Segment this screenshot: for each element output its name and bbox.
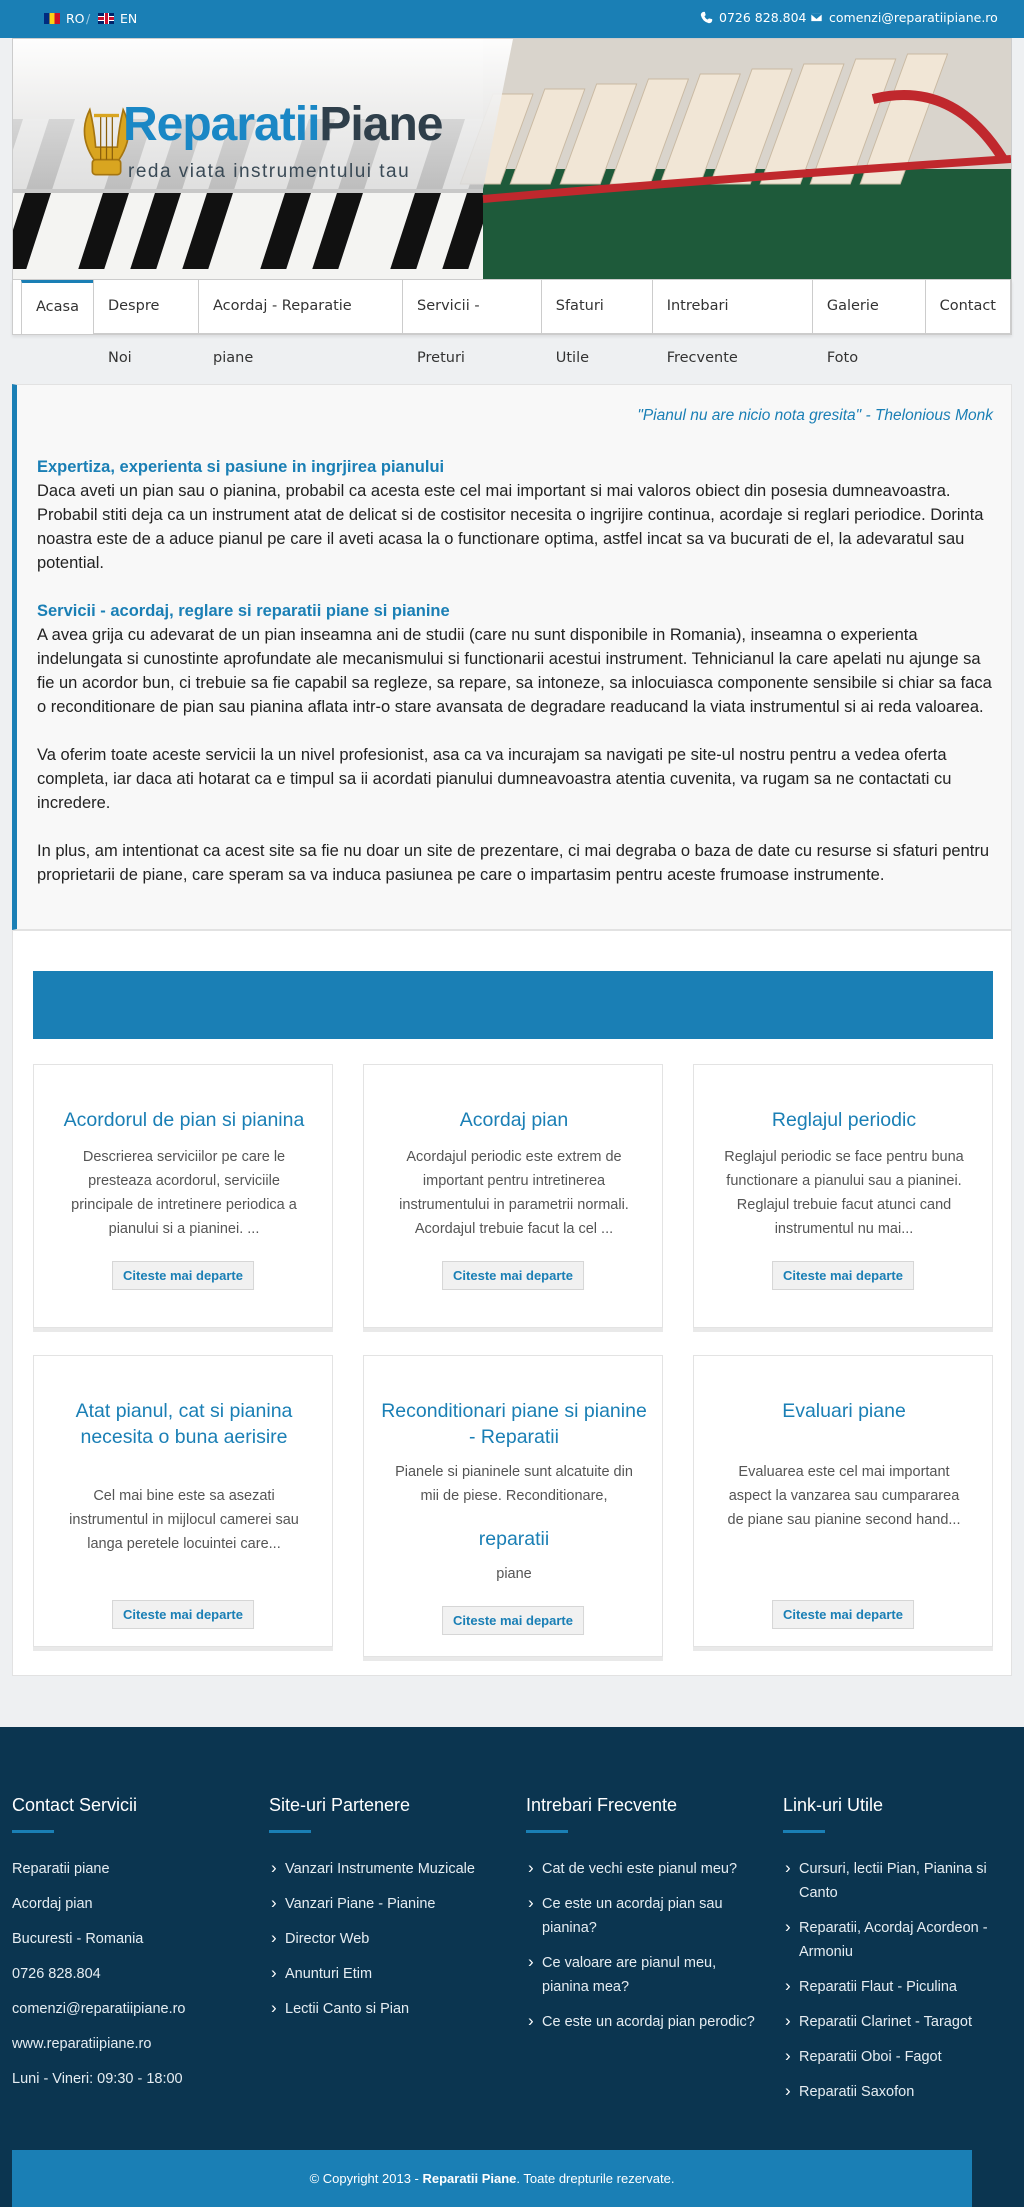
read-more-button[interactable]: Citeste mai departe [772, 1600, 914, 1629]
card-description: Descrierea serviciilor pe care le presteaza acordorul, serviciile principale de intretinere periodica a pianului si a pianinei. ... [71, 1149, 297, 1237]
footer-link[interactable]: › Director Web [269, 1927, 499, 1951]
logo-title-part1: Reparatii [123, 98, 320, 151]
footer-link[interactable]: › Reparatii Oboi - Fagot [783, 2045, 1013, 2069]
footer-link[interactable]: › Reparatii Saxofon [783, 2080, 1013, 2104]
card-title[interactable]: Acordorul de pian si pianina [63, 1109, 305, 1131]
romania-flag-icon [44, 13, 60, 24]
read-more-button[interactable]: Citeste mai departe [112, 1261, 254, 1290]
footer-faq-column [526, 1795, 756, 2045]
nav-item-despre-noi[interactable]: Despre Noi [93, 280, 198, 334]
card-title[interactable]: Acordaj pian [459, 1109, 569, 1131]
footer-contact-item: Luni - Vineri: 09:30 - 18:00 [12, 2071, 183, 2087]
footer-contact-item: Acordaj pian [12, 1896, 93, 1912]
intro-paragraph-4: In plus, am intentionat ca acest site sa fie nu doar un site de prezentare, ci mai degraba o baza de date cu resurse si sfaturi pentru proprietarii de piane, care speram sa va induca pasiunea pe care o impartasim pentru aceste frumoase instrumente. [37, 842, 990, 884]
nav-item-contact[interactable]: Contact [925, 280, 1011, 334]
card-title[interactable]: Atat pianul, cat si pianina necesita o buna aerisire [75, 1400, 293, 1448]
card-description: Pianele si pianinele sunt alcatuite din mii de piese. Reconditionare, [395, 1464, 633, 1504]
footer-contact-column [12, 1795, 242, 2102]
footer-contact-item[interactable]: 0726 828.804 [12, 1966, 101, 1982]
intro-heading-1: Expertiza, experienta si pasiune in ingrjirea pianului [37, 458, 445, 476]
footer-link[interactable]: › Reparatii Clarinet - Taragot [783, 2010, 1013, 2034]
read-more-button[interactable]: Citeste mai departe [442, 1261, 584, 1290]
footer-link[interactable]: › Ce valoare are pianul meu, pianina mea? [526, 1951, 756, 1999]
main-navigation [12, 280, 1012, 366]
nav-item-acasa[interactable]: Acasa [21, 280, 93, 334]
card-emphasis-text: reparatii [478, 1528, 550, 1550]
footer-contact-item: Reparatii piane [12, 1861, 110, 1877]
footer-column-title: Contact Servicii [12, 1795, 138, 1815]
intro-paragraph-2: A avea grija cu adevarat de un pian inseamna ani de studii (care nu sunt disponibile in Romania), inseamna o experienta indelungata si cunostinte aprofundate ale mecanismului si functionarii acestui instrument. Tehnicianul la care apelati nu ajunge sa fie un acordor bun, ci trebuie sa fie capabil sa regleze, sa repare, sa intoneze, sa inlocuiasca componente sensibile si chiar sa faca o reconditionare de pian sau pianina aflata intr-o stare avansata de degradare readucand la viata instrumentul si ai reda valoarea. [37, 626, 992, 716]
footer-column-title: Link-uri Utile [783, 1795, 884, 1815]
footer-link[interactable]: › Lectii Canto si Pian [269, 1997, 499, 2021]
logo-tagline: reda viata instrumentului tau [128, 161, 411, 182]
language-separator: / [86, 11, 91, 26]
footer [0, 1727, 1024, 2207]
read-more-button[interactable]: Citeste mai departe [772, 1261, 914, 1290]
intro-paragraph-1: Daca aveti un pian sau o pianina, probabil ca acesta este cel mai important si mai valoros obiect din posesia dumneavoastra. Probabil stiti deja ca un instrument atat de delicat si de costisitor necesita o ingrijire continua, acordaje si reglari periodice. Dorinta noastra este de a aduce pianul pe care il aveti acasa la o functionare optima, astfel incat sa va bucurati de el, la adevaratul sau potential. [37, 482, 984, 572]
footer-column-title: Site-uri Partenere [269, 1795, 411, 1815]
quote-text: "Pianul nu are nicio nota gresita" - Thelonious Monk [637, 407, 993, 424]
copyright-prefix: © Copyright 2013 - [309, 2171, 423, 2186]
footer-link[interactable]: › Ce este un acordaj pian sau pianina? [526, 1892, 756, 1940]
language-ro-label: RO [66, 11, 85, 26]
footer-partners-column [269, 1795, 499, 2032]
card-description: Evaluarea este cel mai important aspect la vanzarea sau cumpararea de piane sau pianine second hand... [727, 1464, 961, 1528]
nav-item-acordaj-reparatie[interactable]: Acordaj - Reparatie piane [198, 280, 402, 334]
footer-link[interactable]: › Anunturi Etim [269, 1962, 499, 1986]
card-title[interactable]: Reglajul periodic [771, 1109, 917, 1131]
services-section [12, 930, 1012, 1676]
service-card [693, 1355, 993, 1647]
top-bar [0, 0, 1024, 38]
title-underline [783, 1830, 825, 1833]
footer-link[interactable]: › Cursuri, lectii Pian, Pianina si Canto [783, 1857, 1013, 1905]
card-description: Acordajul periodic este extrem de important pentru intretinerea instrumentului in parametrii normali. Acordajul trebuie facut la cel ... [399, 1149, 629, 1237]
logo-title [123, 97, 442, 152]
language-en-link[interactable] [86, 11, 138, 26]
card-small-text: piane [496, 1566, 532, 1582]
card-title[interactable]: Evaluari piane [782, 1400, 906, 1422]
service-card [363, 1064, 663, 1328]
service-card [363, 1355, 663, 1657]
envelope-icon [810, 11, 823, 24]
service-card [33, 1355, 333, 1647]
footer-contact-item: Bucuresti - Romania [12, 1931, 144, 1947]
top-phone[interactable] [700, 10, 806, 25]
language-ro-link[interactable] [44, 11, 85, 26]
nav-item-sfaturi-utile[interactable]: Sfaturi Utile [541, 280, 652, 334]
phone-icon [700, 11, 713, 24]
footer-link[interactable]: › Vanzari Piane - Pianine [269, 1892, 499, 1916]
top-email-text: comenzi@reparatiipiane.ro [829, 10, 998, 25]
footer-link[interactable]: › Ce este un acordaj pian perodic? [526, 2010, 756, 2034]
nav-item-intrebari-frecvente[interactable]: Intrebari Frecvente [652, 280, 812, 334]
read-more-button[interactable]: Citeste mai departe [112, 1600, 254, 1629]
logo-title-part2: Piane [319, 98, 443, 151]
card-description: Cel mai bine este sa asezati instrumentul in mijlocul camerei sau langa peretele locuintei care... [69, 1488, 299, 1552]
intro-heading-2: Servicii - acordaj, reglare si reparatii piane si pianine [37, 602, 450, 620]
intro-section [12, 384, 1012, 930]
top-phone-text: 0726 828.804 [719, 10, 807, 25]
title-underline [526, 1830, 568, 1833]
nav-item-galerie-foto[interactable]: Galerie Foto [812, 280, 925, 334]
footer-link[interactable]: › Reparatii Flaut - Piculina [783, 1975, 1013, 1999]
copyright-bar [12, 2150, 972, 2207]
uk-flag-icon [98, 13, 114, 24]
language-en-label: EN [120, 11, 138, 26]
copyright-brand[interactable]: Reparatii Piane [422, 2171, 517, 2186]
top-email[interactable] [810, 10, 998, 25]
title-underline [12, 1830, 54, 1833]
read-more-button[interactable]: Citeste mai departe [442, 1606, 584, 1635]
footer-link[interactable]: › Vanzari Instrumente Muzicale [269, 1857, 499, 1881]
footer-link[interactable]: › Reparatii, Acordaj Acordeon - Armoniu [783, 1916, 1013, 1964]
service-card [33, 1064, 333, 1328]
footer-contact-item[interactable]: www.reparatiipiane.ro [12, 2036, 152, 2052]
service-card [693, 1064, 993, 1328]
footer-contact-item[interactable]: comenzi@reparatiipiane.ro [12, 2001, 186, 2017]
footer-useful-links-column [783, 1795, 1013, 2115]
card-title[interactable]: Reconditionari piane si pianine - Reparatii [381, 1400, 647, 1448]
footer-link[interactable]: › Cat de vechi este pianul meu? [526, 1857, 756, 1881]
title-underline [269, 1830, 311, 1833]
intro-paragraph-3: Va oferim toate aceste servicii la un nivel profesionist, asa ca va incurajam sa navigati pe site-ul nostru pentru a vedea oferta completa, iar daca ati hotarat ca e timpul sa ii acordati pianului dumneavoastra atentia cuvenita, va rugam sa ne contactati cu incredere. [37, 746, 952, 812]
header-banner [12, 38, 1012, 280]
nav-item-servicii-preturi[interactable]: Servicii - Preturi [402, 280, 541, 334]
copyright-suffix: . Toate drepturile rezervate. [516, 2171, 675, 2186]
intro-body [37, 455, 997, 911]
services-banner [33, 971, 993, 1039]
footer-column-title: Intrebari Frecvente [526, 1795, 678, 1815]
card-description: Reglajul periodic se face pentru buna functionare a pianului sau a pianinei. Reglajul trebuie facut atunci cand instrumentul nu mai... [724, 1149, 964, 1237]
